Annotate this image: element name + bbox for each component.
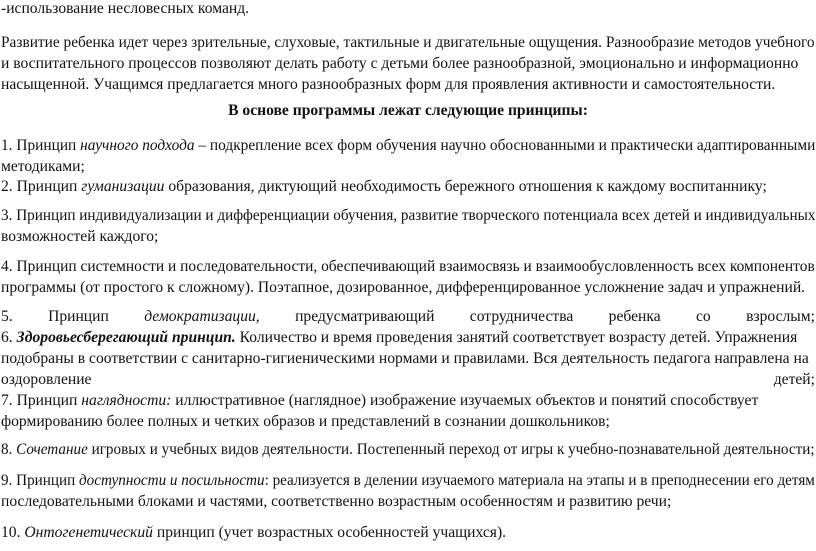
principle-10-text: принцип (учет возрастных особенностей учащихся). [152,524,507,541]
principle-6-number: 6. [1,329,13,346]
principle-3-line-1: 3. Принцип индивидуализации и дифференциации обучения, развитие творческого потенциала всех детей и индивидуальных [1,207,816,224]
principle-6-term: Здоровьесберегающий принцип. [16,329,236,346]
principle-7-term: наглядности: [81,392,172,409]
principle-2-term: гуманизации [81,178,165,195]
principle-2-text: образования, диктующий необходимость бережного отношения к каждому воспитаннику; [164,178,767,195]
principle-8-text: игровых и учебных видов деятельности. Постепенный переход от игры к учебно-познавательной деятельности; [87,441,815,458]
principle-6-word: оздоровление [1,371,92,388]
principle-9-number: 9. Принцип [1,472,76,489]
principle-4-line-1: 4. Принцип системности и последовательности, обеспечивающий взаимосвязь и взаимообусловленность всех компонентов [1,258,815,275]
principle-4-line-2: программы (от простого к сложному). Поэтапное, дозированное, дифференцированное усложнение задач и упражнений. [1,279,806,296]
principle-9-line-2: последовательными блоками и частями, соответственно возрастным особенностям и развитию речи; [1,493,672,510]
principle-9-line-1 [1,471,815,491]
principle-7-text: иллюстративное (наглядное) изображение изучаемых объектов и понятий способствует [171,392,759,409]
principle-6-line-2: подобраны в соответствии с санитарно-гигиеническими нормами и правилами. Вся деятельность педагога направлена на [1,350,809,367]
principle-1-line-2: методиками; [1,158,85,175]
principle-3-line-2: возможностей каждого; [1,228,159,245]
principle-1-term: научного подхода [80,137,195,154]
principle-9-term: доступности и посильности [79,472,265,489]
principle-6-line-3 [1,370,815,390]
principle-1-number: 1. Принцип [1,137,77,154]
principle-7-line-2: формированию более полных и четких образов и представлений в сознании дошкольников; [1,413,610,430]
principle-7-line-1 [1,391,758,411]
development-paragraph-line-3: насыщенной. Учащимся предлагается много разнообразных форм для проявления активности и самостоятельности. [1,76,776,93]
principle-7-number: 7. Принцип [1,392,78,409]
principle-5-word: предусматривающий [295,308,435,325]
principle-10-number: 10. [1,524,21,541]
principle-1-text: – подкрепление всех форм обучения научно обоснованными и практически адаптированными [194,137,816,154]
principle-9-text: : реализуется в делении изучаемого материала на этапы и в преподнесении его детям [264,472,815,489]
principle-2 [1,177,767,197]
principle-5-word: Принцип [48,308,109,325]
principle-1-line-1 [1,136,815,156]
principle-6-line-1 [1,328,797,348]
development-paragraph-line-1: Развитие ребенка идет через зрительные, слуховые, тактильные и двигательные ощущения. Разнообразие методов учебного [1,34,815,51]
principles-heading: В основе программы лежат следующие принципы: [228,102,588,119]
principle-5-word: взрослым; [746,308,815,325]
principle-5 [1,307,815,327]
principle-10-term: Онтогенетический [24,524,153,541]
principle-6-text: Количество и время проведения занятий соответствует возрасту детей. Упражнения [235,329,798,346]
principle-6-word: детей; [773,371,815,388]
principle-2-number: 2. Принцип [1,178,78,195]
principle-8-term: Сочетание [16,441,88,458]
principle-5-word: со [696,308,711,325]
development-paragraph-line-2: и воспитательного процессов позволяют делать работу с детьми более разнообразной, эмоционально и информационно [1,55,799,72]
principle-5-term: демократизации, [144,308,260,325]
principle-10 [1,523,506,543]
principle-5-number: 5. [1,308,13,325]
principle-5-word: сотрудничества [469,308,574,325]
principle-8 [1,440,815,460]
intro-line: -использование несловесных команд. [1,0,250,17]
principle-5-word: ребенка [608,308,661,325]
principle-8-number: 8. [1,441,13,458]
